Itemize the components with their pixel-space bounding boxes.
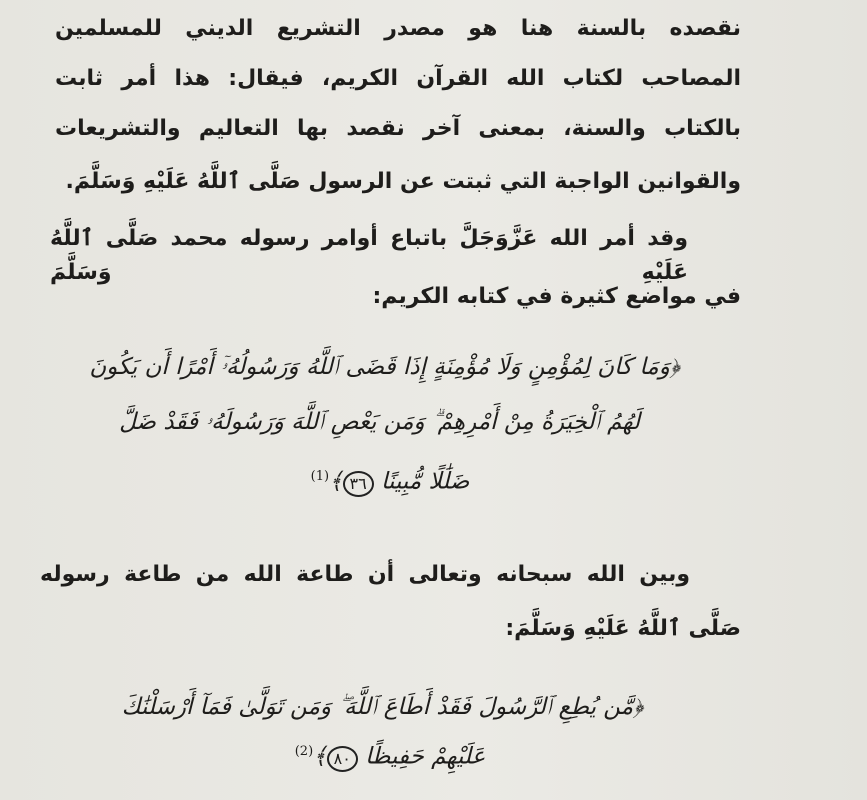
- verse-1-text: ضَلَٰلًا مُّبِينًا: [381, 468, 470, 495]
- verse-1-line-3: ضَلَٰلًا مُّبِينًا ٣٦﴾$^{(1)}$: [310, 468, 470, 495]
- verse-number-marker: ٨٠: [327, 746, 358, 772]
- footnote-marker: (2): [294, 744, 314, 759]
- footnote-marker: (1): [310, 469, 330, 484]
- verse-2-line-1: ﴿مَّن يُطِعِ ٱلرَّسُولَ فَقَدْ أَطَاعَ ٱللَّهَ ۖ وَمَن تَوَلَّىٰ فَمَآ أَرْسَلْنَٰكَ: [121, 694, 644, 720]
- verse-2-line-2: عَلَيْهِمْ حَفِيظًا ٨٠﴾$^{(2)}$: [294, 743, 486, 770]
- paragraph-3-line-1: وبين الله سبحانه وتعالى أن طاعة الله من طاعة رسوله: [40, 562, 690, 587]
- verse-2-text: عَلَيْهِمْ حَفِيظًا: [365, 743, 486, 770]
- paragraph-3-line-2: صَلَّى ٱللَّهُ عَلَيْهِ وَسَلَّمَ:: [505, 616, 741, 641]
- paragraph-2-line-2: في مواضع كثيرة في كتابه الكريم:: [372, 284, 741, 309]
- paragraph-1-line-4: والقوانين الواجبة التي ثبتت عن الرسول صَلَّى ٱللَّهُ عَلَيْهِ وَسَلَّمَ.: [65, 169, 741, 194]
- verse-1-line-1: ﴿وَمَا كَانَ لِمُؤْمِنٍ وَلَا مُؤْمِنَةٍ إِذَا قَضَى ٱللَّهُ وَرَسُولُهُۥٓ أَمْرًا أَن يَكُونَ: [89, 354, 680, 380]
- paragraph-1-line-3: بالكتاب والسنة، بمعنى آخر نقصد بها التعاليم والتشريعات: [55, 116, 741, 141]
- verse-1-line-2: لَهُمُ ٱلْخِيَرَةُ مِنْ أَمْرِهِمْ ۗ وَمَن يَعْصِ ٱللَّهَ وَرَسُولَهُۥ فَقَدْ ضَلَّ: [119, 409, 640, 435]
- paragraph-2-line-1: وقد أمر الله عَزَّوَجَلَّ باتباع أوامر رسوله محمد صَلَّى ٱللَّهُ عَلَيْهِ وَسَلَّمَ: [50, 226, 688, 285]
- paragraph-1-line-2: المصاحب لكتاب الله القرآن الكريم، فيقال: هذا أمر ثابت: [55, 66, 741, 91]
- paragraph-1-line-1: نقصده بالسنة هنا هو مصدر التشريع الديني للمسلمين: [55, 16, 741, 41]
- verse-number-marker: ٣٦: [343, 471, 374, 497]
